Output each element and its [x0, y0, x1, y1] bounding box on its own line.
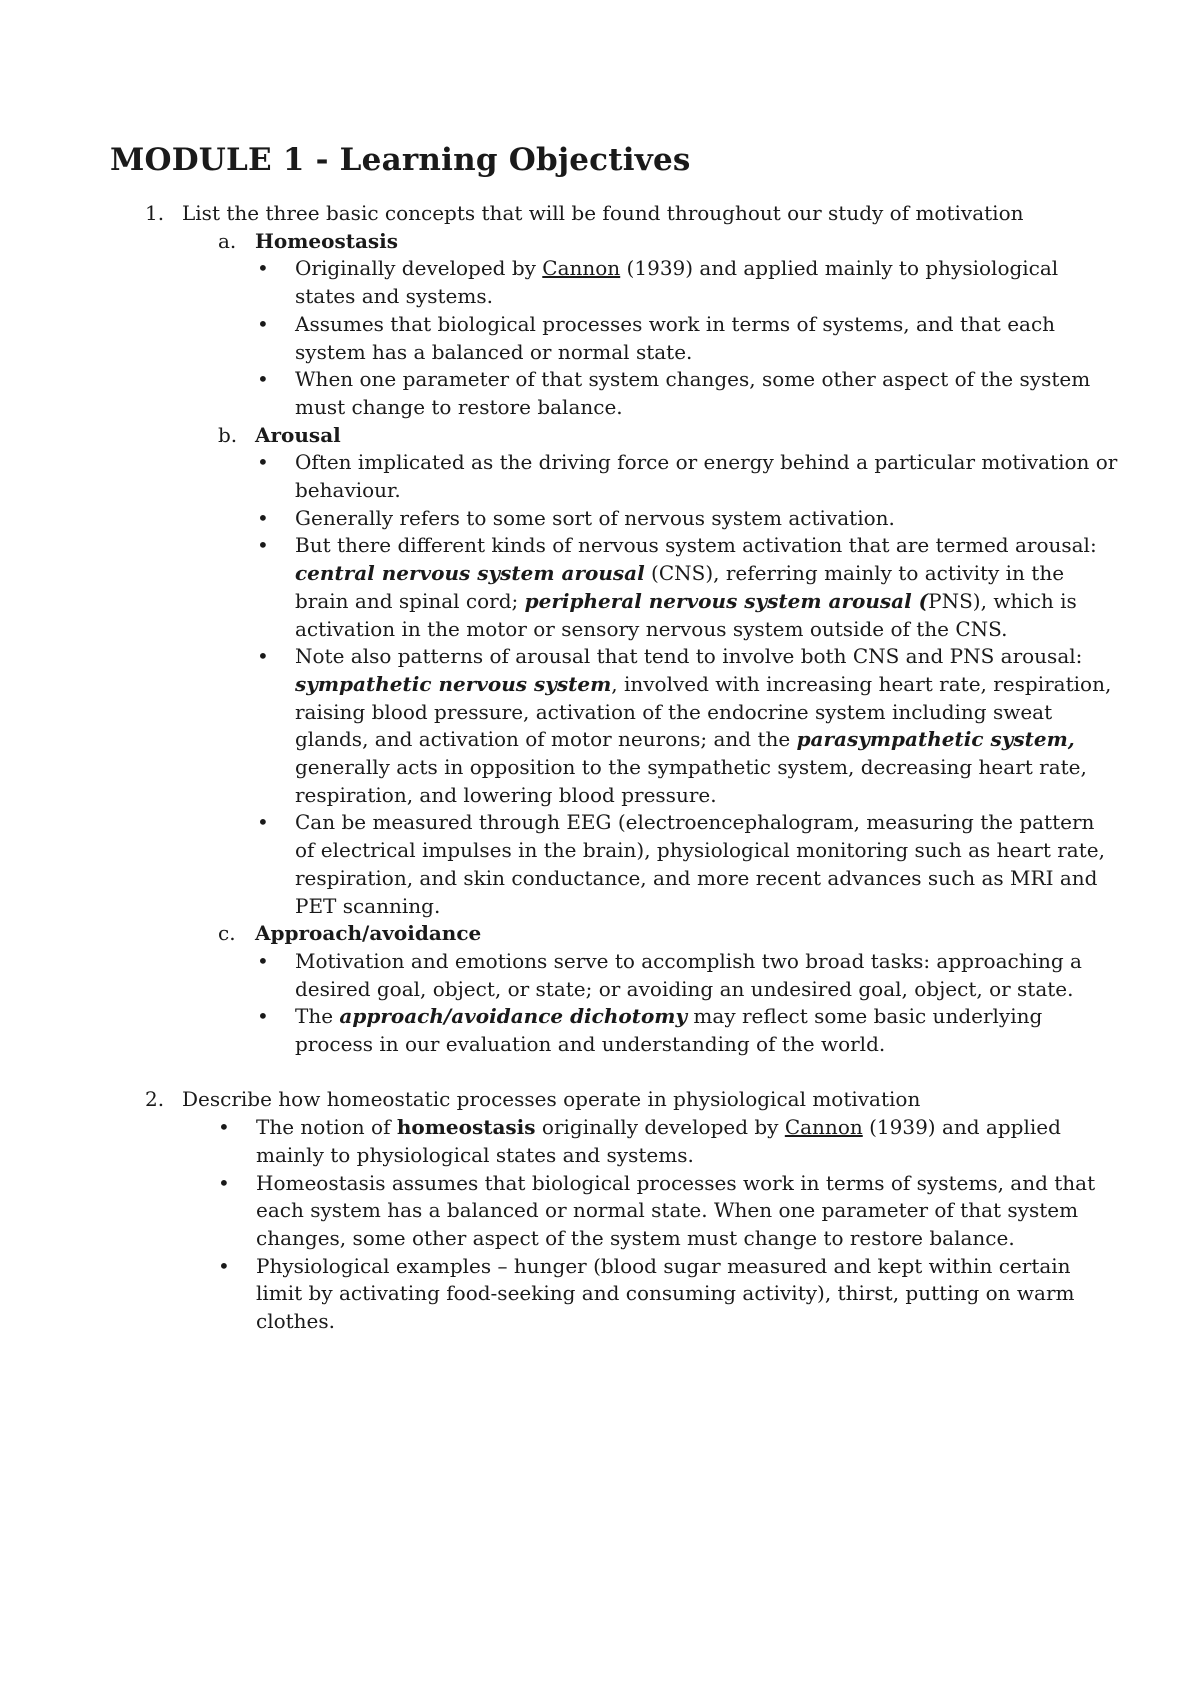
objective-text: Describe how homeostatic processes operate in physiological motivation	[182, 1087, 921, 1112]
document-body	[0, 200, 1200, 1336]
term-approach-avoidance: approach/avoidance dichotomy	[339, 1004, 688, 1029]
bullet-text: Homeostasis assumes that biological processes work in terms of systems, and that each system has a balanced or normal state. When one parameter of that system changes, some other aspect of the system must change to restore balance.	[256, 1170, 1096, 1250]
objective-2	[0, 1086, 1200, 1114]
list-item	[0, 1114, 1200, 1169]
concept-label: Approach/avoidance	[255, 921, 482, 946]
page-title: MODULE 1 - Learning Objectives	[110, 142, 691, 178]
bullet-icon: •	[218, 1253, 230, 1278]
list-item	[0, 1170, 1200, 1253]
list-item	[0, 809, 1200, 920]
bullet-icon: •	[257, 256, 269, 281]
bullet-icon: •	[257, 644, 269, 669]
cannon-link: Cannon	[542, 256, 621, 281]
spacer	[0, 1059, 1200, 1087]
bullet-text: Often implicated as the driving force or energy behind a particular motivation or behaviour.	[295, 450, 1118, 503]
bullet-text: The approach/avoidance dichotomy may reflect some basic underlying process in our evaluation and understanding of the world.	[295, 1004, 1043, 1057]
concept-letter: a.	[218, 228, 237, 253]
term-homeostasis: homeostasis	[396, 1115, 536, 1140]
list-item	[0, 1253, 1200, 1336]
bullet-text: Generally refers to some sort of nervous system activation.	[295, 505, 895, 530]
concept-arousal	[0, 422, 1200, 450]
list-item	[0, 366, 1200, 421]
objective-number: 1.	[145, 201, 165, 225]
concept-letter: c.	[218, 921, 236, 946]
list-item	[0, 255, 1200, 310]
bullet-text: Can be measured through EEG (electroencephalogram, measuring the pattern of electrical impulses in the brain), physiological monitoring such as heart rate, respiration, and skin conductance, and more recent advances such as MRI and PET scanning.	[295, 810, 1105, 918]
bullet-icon: •	[257, 450, 269, 475]
bullet-icon: •	[257, 533, 269, 558]
concept-homeostasis	[0, 228, 1200, 256]
term-parasympathetic: parasympathetic system,	[796, 727, 1075, 752]
bullet-text: When one parameter of that system changes, some other aspect of the system must change to restore balance.	[295, 367, 1091, 419]
list-item	[0, 643, 1200, 809]
bullet-text: Motivation and emotions serve to accomplish two broad tasks: approaching a desired goal, object, or state; or avoiding an undesired goal, object, or state.	[295, 948, 1082, 1001]
bullet-text: Note also patterns of arousal that tend to involve both CNS and PNS arousal: sympathetic nervous system, involved with increasing heart rate, respiration, raising blood pressure, activation of the endocrine system including sweat glands, and activation of motor neurons; and the parasympathetic system, generally acts in opposition to the sympathetic system, decreasing heart rate, respiration, and lowering blood pressure.	[295, 644, 1112, 807]
bullet-text: But there different kinds of nervous system activation that are termed arousal: central nervous system arousal (CNS), referring mainly to activity in the brain and spinal cord; peripheral nervous system arousal (PNS), which is activation in the motor or sensory nervous system outside of the CNS.	[295, 533, 1097, 641]
concept-label: Arousal	[255, 422, 341, 447]
bullet-icon: •	[257, 505, 269, 530]
list-item	[0, 1003, 1200, 1058]
bullet-text: Assumes that biological processes work in terms of systems, and that each system has a balanced or normal state.	[295, 311, 1056, 364]
term-cns-arousal: central nervous system arousal	[295, 561, 645, 586]
objective-text: List the three basic concepts that will be found throughout our study of motivation	[182, 201, 1024, 225]
bullet-icon: •	[257, 367, 269, 392]
bullet-icon: •	[257, 1004, 269, 1029]
bullet-icon: •	[257, 311, 269, 336]
objective-1	[0, 200, 1200, 228]
bullet-text: The notion of homeostasis originally developed by Cannon (1939) and applied mainly to physiological states and systems.	[256, 1115, 1061, 1167]
bullet-text: Originally developed by Cannon (1939) and applied mainly to physiological states and systems.	[295, 256, 1059, 309]
bullet-icon: •	[218, 1115, 230, 1140]
bullet-icon: •	[257, 948, 269, 973]
concept-letter: b.	[218, 422, 238, 447]
concept-label: Homeostasis	[255, 228, 399, 253]
bullet-icon: •	[218, 1170, 230, 1195]
bullet-icon: •	[257, 810, 269, 835]
bullet-text: Physiological examples – hunger (blood sugar measured and kept within certain limit by activating food-seeking and consuming activity), thirst, putting on warm clothes.	[256, 1253, 1075, 1334]
term-sympathetic: sympathetic nervous system	[295, 671, 612, 696]
list-item	[0, 311, 1200, 366]
cannon-link: Cannon	[784, 1115, 863, 1140]
list-item	[0, 948, 1200, 1003]
concept-approach-avoidance	[0, 920, 1200, 948]
objective-number: 2.	[145, 1087, 165, 1112]
term-pns-arousal: peripheral nervous system arousal (	[524, 588, 929, 613]
list-item	[0, 505, 1200, 533]
list-item	[0, 532, 1200, 643]
list-item	[0, 449, 1200, 504]
